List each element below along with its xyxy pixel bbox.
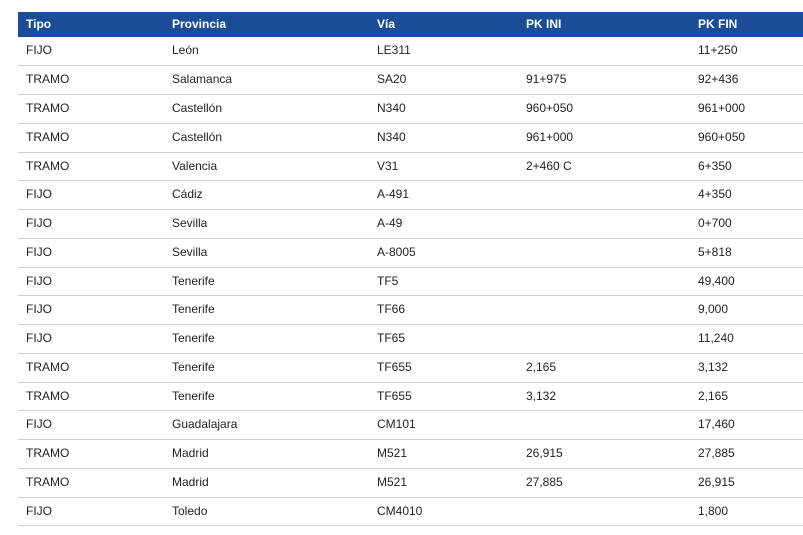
cell-tipo: FIJO <box>26 417 52 432</box>
cell-via: CM101 <box>377 417 416 432</box>
cell-tipo: TRAMO <box>26 101 70 115</box>
cell-pk-fin: 1,800 <box>698 503 729 518</box>
cell-provincia: Toledo <box>172 503 208 518</box>
cell-tipo: TRAMO <box>26 474 70 489</box>
cell-via: A-491 <box>377 187 410 202</box>
cell-provincia: Sevilla <box>172 216 208 230</box>
cell-provincia: Tenerife <box>172 388 215 403</box>
table-row <box>18 37 803 66</box>
cell-via: M521 <box>377 474 408 489</box>
cell-provincia: Sevilla <box>172 244 208 259</box>
cell-pk-fin: 3,132 <box>698 359 729 374</box>
table-row <box>18 238 803 267</box>
cell-pk-fin: 960+050 <box>698 129 746 144</box>
cell-pk-ini: 961+000 <box>526 129 574 144</box>
table-row <box>18 66 803 95</box>
cell-via: TF655 <box>377 388 412 403</box>
table-row <box>18 123 803 152</box>
cell-pk-fin: 4+350 <box>698 187 732 202</box>
cell-pk-ini <box>518 296 690 325</box>
cell-provincia: Guadalajara <box>172 417 238 432</box>
cell-provincia: Tenerife <box>172 359 215 374</box>
column-header-pk-fin[interactable]: PK FIN <box>698 17 738 31</box>
cell-pk-fin: 11,240 <box>698 331 734 345</box>
cell-tipo: FIJO <box>26 244 52 259</box>
cell-pk-fin: 49,400 <box>698 273 735 288</box>
cell-provincia: Tenerife <box>172 302 215 317</box>
cell-tipo: TRAMO <box>26 446 70 460</box>
cell-pk-fin: 26,915 <box>698 474 735 489</box>
cell-pk-ini <box>518 267 690 296</box>
cell-pk-ini <box>518 497 690 526</box>
cell-via: TF5 <box>377 273 399 288</box>
cell-via: TF655 <box>377 359 412 374</box>
cell-via: N340 <box>377 129 406 144</box>
cell-pk-ini: 3,132 <box>526 388 557 403</box>
cell-provincia: Cádiz <box>172 187 203 202</box>
cell-pk-fin: 27,885 <box>698 446 735 460</box>
table-row <box>18 411 803 440</box>
table-row <box>18 497 803 526</box>
cell-pk-fin: 11+250 <box>698 43 738 58</box>
cell-pk-ini <box>518 411 690 440</box>
table-body <box>18 37 803 526</box>
table-row <box>18 210 803 239</box>
cell-tipo: TRAMO <box>26 359 70 374</box>
cell-pk-ini: 960+050 <box>526 101 574 115</box>
table-row <box>18 325 803 354</box>
cell-pk-ini: 2,165 <box>526 359 557 374</box>
cell-provincia: Salamanca <box>172 72 233 87</box>
cell-tipo: TRAMO <box>26 129 70 144</box>
table-row <box>18 382 803 411</box>
cell-pk-fin: 17,460 <box>698 417 735 432</box>
cell-tipo: FIJO <box>26 503 52 518</box>
cell-via: A-8005 <box>377 244 416 259</box>
cell-pk-fin: 961+000 <box>698 101 746 115</box>
cell-pk-fin: 9,000 <box>698 302 729 317</box>
table-row <box>18 468 803 497</box>
cell-pk-fin: 0+700 <box>698 216 732 230</box>
cell-provincia: Tenerife <box>172 273 215 288</box>
table-row <box>18 267 803 296</box>
cell-pk-ini <box>518 210 690 239</box>
cell-pk-fin: 5+818 <box>698 244 732 259</box>
cell-via: V31 <box>377 158 399 173</box>
table-row <box>18 95 803 124</box>
cell-tipo: TRAMO <box>26 388 70 403</box>
cell-pk-ini <box>518 181 690 210</box>
cell-via: M521 <box>377 446 408 460</box>
cell-pk-ini: 27,885 <box>526 474 563 489</box>
cell-via: TF66 <box>377 302 406 317</box>
cell-via: N340 <box>377 101 406 115</box>
cell-provincia: León <box>172 43 199 58</box>
column-header-provincia[interactable]: Provincia <box>172 17 227 31</box>
table-row <box>18 152 803 181</box>
column-header-pk-ini[interactable]: PK INI <box>526 17 562 31</box>
cell-pk-ini <box>518 325 690 354</box>
cell-provincia: Castellón <box>172 129 223 144</box>
table-row <box>18 353 803 382</box>
cell-tipo: FIJO <box>26 187 52 202</box>
cell-pk-ini: 91+975 <box>526 72 567 87</box>
column-header-via[interactable]: Vía <box>377 17 396 31</box>
cell-pk-ini <box>518 37 690 66</box>
cell-pk-ini <box>518 238 690 267</box>
cell-provincia: Castellón <box>172 101 223 115</box>
cell-pk-ini: 2+460 C <box>526 158 572 173</box>
cell-via: CM4010 <box>377 503 423 518</box>
table-header <box>18 12 803 37</box>
cell-tipo: FIJO <box>26 302 52 317</box>
cell-tipo: TRAMO <box>26 72 70 87</box>
radar-table-container <box>18 12 803 526</box>
cell-tipo: FIJO <box>26 273 52 288</box>
cell-tipo: FIJO <box>26 331 52 345</box>
cell-pk-fin: 2,165 <box>698 388 729 403</box>
column-header-tipo[interactable]: Tipo <box>26 17 52 31</box>
table-row <box>18 181 803 210</box>
table-header-row <box>18 12 803 37</box>
cell-provincia: Tenerife <box>172 331 215 345</box>
cell-via: A-49 <box>377 216 403 230</box>
cell-pk-fin: 92+436 <box>698 72 739 87</box>
table-row <box>18 440 803 469</box>
cell-provincia: Madrid <box>172 474 209 489</box>
cell-pk-fin: 6+350 <box>698 158 732 173</box>
cell-via: LE311 <box>377 43 411 58</box>
cell-tipo: FIJO <box>26 43 52 58</box>
cell-via: TF65 <box>377 331 406 345</box>
cell-provincia: Madrid <box>172 446 209 460</box>
cell-tipo: FIJO <box>26 216 52 230</box>
cell-provincia: Valencia <box>172 158 218 173</box>
radar-table <box>18 12 803 526</box>
cell-tipo: TRAMO <box>26 158 70 173</box>
cell-via: SA20 <box>377 72 407 87</box>
table-row <box>18 296 803 325</box>
cell-pk-ini: 26,915 <box>526 446 563 460</box>
